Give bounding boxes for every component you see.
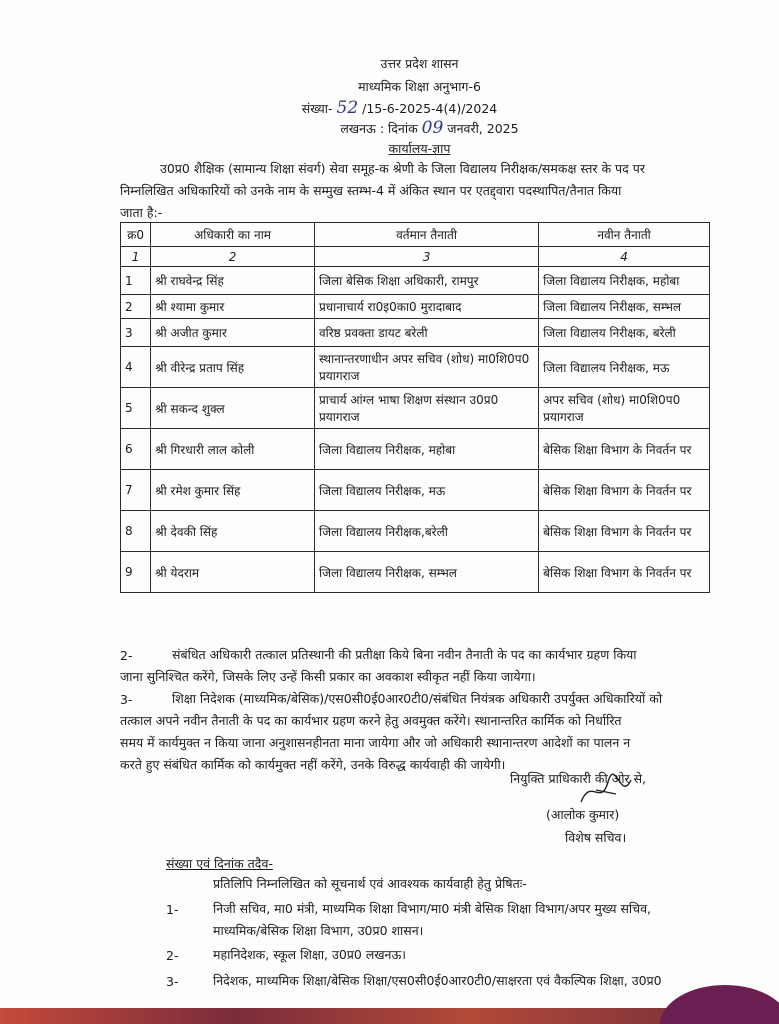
table-row xyxy=(121,347,710,388)
posting-table xyxy=(120,222,710,593)
para2-line-2: जाना सुनिश्चित करेंगे, जिसके लिए उन्हें किसी प्रकार का अवकाश स्वीकृत नहीं किया जायेगा। xyxy=(120,669,536,684)
cell-sn: 9 xyxy=(121,552,151,593)
signature-authority-line: नियुक्ति प्राधिकारी की ओर से, xyxy=(510,771,647,786)
cell-new: जिला विद्यालय निरीक्षक, मऊ xyxy=(539,347,710,388)
para2-line-1: संबंधित अधिकारी तत्काल प्रतिस्थानी की प्रतीक्षा किये बिना नवीन तैनाती के पद का कार्यभार ग्रहण किया xyxy=(172,647,637,662)
copy-item-number: 2- xyxy=(166,948,179,963)
cell-current: जिला विद्यालय निरीक्षक, सम्भल xyxy=(314,552,538,593)
table-row xyxy=(121,552,710,593)
cell-sn: 7 xyxy=(121,470,151,511)
table-row xyxy=(121,470,710,511)
cell-new: बेसिक शिक्षा विभाग के निवर्तन पर xyxy=(539,470,710,511)
cell-name: श्री अजीत कुमार xyxy=(151,319,315,347)
copy-heading: संख्या एवं दिनांक तदैव- xyxy=(166,856,273,871)
col-header-current: वर्तमान तैनाती xyxy=(314,223,538,247)
government-name: उत्तर प्रदेश शासन xyxy=(380,56,459,71)
cell-current: प्रधानाचार्य रा0इ0का0 मुरादाबाद xyxy=(314,295,538,319)
cell-name: श्री राघवेन्द्र सिंह xyxy=(151,267,315,295)
cell-new: बेसिक शिक्षा विभाग के निवर्तन पर xyxy=(539,552,710,593)
para2-number: 2- xyxy=(120,648,133,663)
reference-suffix: /15-6-2025-4(4)/2024 xyxy=(362,101,498,116)
signatory-designation: विशेष सचिव। xyxy=(565,830,627,845)
cell-current: जिला विद्यालय निरीक्षक,बरेली xyxy=(314,511,538,552)
cell-sn: 3 xyxy=(121,319,151,347)
place-date xyxy=(40,118,779,138)
date-handwritten: 09 xyxy=(421,118,444,138)
para3-line-2: तत्काल अपने नवीन तैनाती के पद का कार्यभार ग्रहण करने हेतु अवमुक्त करेंगे। स्थानान्तरित कार्मिक को निर्धारित xyxy=(120,713,622,728)
para3-line-3: समय में कार्यमुक्त न किया जाना अनुशासनहीनता माना जायेगा और जो अधिकारी स्थानान्तरण आदेशों का पालन न xyxy=(120,735,631,750)
intro-line-3: जाता है:- xyxy=(120,205,163,220)
table-row xyxy=(121,319,710,347)
table-header-row xyxy=(121,223,710,247)
para3-line-4: करते हुए संबंधित कार्मिक को कार्यमुक्त नहीं करेंगे, उनके विरुद्ध कार्यवाही की जायेगी। xyxy=(120,757,506,772)
col-header-name: अधिकारी का नाम xyxy=(151,223,315,247)
table-row xyxy=(121,388,710,429)
col-header-sn: क्र0 xyxy=(121,223,151,247)
col-number: 3 xyxy=(314,247,538,267)
cell-sn: 8 xyxy=(121,511,151,552)
col-number: 1 xyxy=(121,247,151,267)
copy-item-number: 1- xyxy=(166,902,179,917)
cell-name: श्री देवकी सिंह xyxy=(151,511,315,552)
cell-current: प्राचार्य आंग्ल भाषा शिक्षण संस्थान उ0प्र0 प्रयागराज xyxy=(314,388,538,429)
cell-new: बेसिक शिक्षा विभाग के निवर्तन पर xyxy=(539,511,710,552)
reference-number xyxy=(10,98,779,118)
col-number: 2 xyxy=(151,247,315,267)
cell-current: जिला विद्यालय निरीक्षक, मऊ xyxy=(314,470,538,511)
cell-new: अपर सचिव (शोध) मा0शि0प0 प्रयागराज xyxy=(539,388,710,429)
place-date-suffix: जनवरी, 2025 xyxy=(447,121,519,136)
cell-name: श्री रमेश कुमार सिंह xyxy=(151,470,315,511)
intro-line-2: निम्नलिखित अधिकारियों को उनके नाम के सम्मुख स्तम्भ-4 में अंकित स्थान पर एतद्द्वारा पदस्थापित/तैनात किया xyxy=(120,183,622,198)
table-row xyxy=(121,429,710,470)
cell-name: श्री गिरधारी लाल कोली xyxy=(151,429,315,470)
copy-item-line: महानिदेशक, स्कूल शिक्षा, उ0प्र0 लखनऊ। xyxy=(213,947,407,962)
cell-sn: 5 xyxy=(121,388,151,429)
cell-name: श्री श्यामा कुमार xyxy=(151,295,315,319)
cell-name: श्री येदराम xyxy=(151,552,315,593)
cell-new: बेसिक शिक्षा विभाग के निवर्तन पर xyxy=(539,429,710,470)
col-header-new: नवीन तैनाती xyxy=(539,223,710,247)
col-number: 4 xyxy=(539,247,710,267)
reference-prefix: संख्या- xyxy=(301,101,333,116)
copy-item-line: माध्यमिक/बेसिक शिक्षा विभाग, उ0प्र0 शासन। xyxy=(213,923,424,938)
copy-intro: प्रतिलिपि निम्नलिखित को सूचनार्थ एवं आवश्यक कार्यवाही हेतु प्रेषितः- xyxy=(213,876,527,891)
cell-name: श्री वीरेन्द्र प्रताप सिंह xyxy=(151,347,315,388)
cell-current: जिला बेसिक शिक्षा अधिकारी, रामपुर xyxy=(314,267,538,295)
copy-item-number: 3- xyxy=(166,974,179,989)
intro-line-1: उ0प्र0 शैक्षिक (सामान्य शिक्षा संवर्ग) सेवा समूह-क श्रेणी के जिला विद्यालय निरीक्षक/समकक्ष स्तर के पद पर xyxy=(160,161,645,176)
copy-item-line: निजी सचिव, मा0 मंत्री, माध्यमिक शिक्षा विभाग/मा0 मंत्री बेसिक शिक्षा विभाग/अपर मुख्य सचिव, xyxy=(213,901,651,916)
place-date-prefix: लखनऊ : दिनांक xyxy=(340,121,418,136)
para3-number: 3- xyxy=(120,692,133,707)
cell-sn: 1 xyxy=(121,267,151,295)
reference-handwritten: 52 xyxy=(336,98,359,118)
cell-sn: 2 xyxy=(121,295,151,319)
cell-current: जिला विद्यालय निरीक्षक, महोबा xyxy=(314,429,538,470)
table-row xyxy=(121,267,710,295)
cell-new: जिला विद्यालय निरीक्षक, बरेली xyxy=(539,319,710,347)
department-section: माध्यमिक शिक्षा अनुभाग-6 xyxy=(358,79,481,94)
para3-line-1: शिक्षा निदेशक (माध्यमिक/बेसिक)/एस0सी0ई0आर0टी0/संबंधित नियंत्रक अधिकारी उपर्युक्त अधिकारियों को xyxy=(172,691,663,706)
memo-title: कार्यालय-ज्ञाप xyxy=(388,141,451,156)
cell-sn: 4 xyxy=(121,347,151,388)
cell-sn: 6 xyxy=(121,429,151,470)
cell-new: जिला विद्यालय निरीक्षक, महोबा xyxy=(539,267,710,295)
cell-current: वरिष्ठ प्रवक्ता डायट बरेली xyxy=(314,319,538,347)
cell-current: स्थानान्तरणाधीन अपर सचिव (शोध) मा0शि0प0 प्रयागराज xyxy=(314,347,538,388)
cell-new: जिला विद्यालय निरीक्षक, सम्भल xyxy=(539,295,710,319)
copy-item-line: निदेशक, माध्यमिक शिक्षा/बेसिक शिक्षा/एस0सी0ई0आर0टी0/साक्षरता एवं वैकल्पिक शिक्षा, उ0प्र0 xyxy=(213,973,662,988)
table-row xyxy=(121,511,710,552)
table-row xyxy=(121,295,710,319)
column-number-row xyxy=(121,247,710,267)
cell-name: श्री सकन्द शुक्ल xyxy=(151,388,315,429)
signatory-name: (आलोक कुमार) xyxy=(546,807,620,822)
